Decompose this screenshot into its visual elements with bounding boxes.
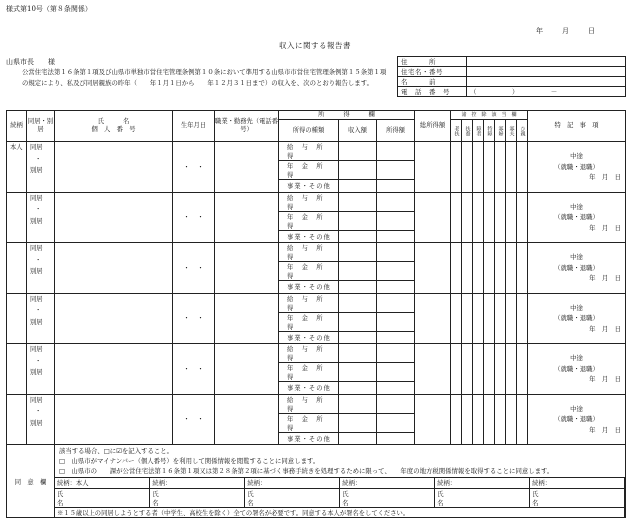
special-cell[interactable]: 中途 （就職・退職） 年 月 日: [528, 192, 626, 243]
income-table: [6, 110, 626, 518]
income-amount-cell[interactable]: [377, 293, 415, 312]
income-amount-cell[interactable]: [377, 413, 415, 432]
deduction-cell[interactable]: [484, 243, 495, 294]
income-type-pension: 年 金 所 得: [279, 363, 339, 382]
col-cohabit: 同居・別居: [27, 111, 55, 142]
relation-cell[interactable]: [7, 192, 27, 243]
deduction-cell[interactable]: [506, 293, 517, 344]
name-label: 名 前: [398, 77, 467, 87]
sign-name[interactable]: 氏 名: [245, 488, 340, 507]
deduction-cell[interactable]: [484, 142, 495, 193]
deduction-cell[interactable]: [451, 243, 462, 294]
job-cell[interactable]: [215, 192, 279, 243]
sign-name[interactable]: 氏 名: [340, 488, 435, 507]
total-cell[interactable]: [415, 344, 451, 395]
deduction-cell[interactable]: [495, 394, 506, 445]
sign-relation[interactable]: 続柄：: [245, 478, 340, 489]
income-amount-cell[interactable]: [377, 344, 415, 363]
job-cell[interactable]: [215, 142, 279, 193]
income-type-pension: 年 金 所 得: [279, 413, 339, 432]
income-amount-cell[interactable]: [377, 161, 415, 180]
deduction-cell[interactable]: [506, 394, 517, 445]
sign-relation[interactable]: 続柄：: [530, 478, 625, 489]
col-special: 特 記 事 項: [528, 111, 626, 142]
total-cell[interactable]: [415, 394, 451, 445]
deduction-cell[interactable]: [451, 394, 462, 445]
deduction-cell[interactable]: [495, 192, 506, 243]
income-amount-cell[interactable]: [377, 312, 415, 331]
table-row: [7, 344, 626, 363]
income-amount-cell[interactable]: [377, 211, 415, 230]
date-day: 日: [588, 27, 596, 35]
sign-relation[interactable]: 続柄：: [435, 478, 530, 489]
deduction-shousha: 障者: [473, 120, 484, 142]
income-amount-cell[interactable]: [377, 230, 415, 243]
deduction-fuyou: 扶養: [462, 120, 473, 142]
income-type-business: 事業・その他: [279, 281, 339, 294]
relation-cell[interactable]: [7, 344, 27, 395]
deduction-cell[interactable]: [517, 394, 528, 445]
deduction-cell[interactable]: [473, 344, 484, 395]
revenue-cell[interactable]: [339, 382, 377, 395]
revenue-cell[interactable]: [339, 161, 377, 180]
total-cell[interactable]: [415, 192, 451, 243]
total-cell[interactable]: [415, 243, 451, 294]
special-cell[interactable]: 中途 （就職・退職） 年 月 日: [528, 293, 626, 344]
birth-cell[interactable]: ・ ・: [173, 394, 215, 445]
deduction-hitorioya: ひ親: [517, 120, 528, 142]
sign-name[interactable]: 氏 名: [530, 488, 625, 507]
income-amount-cell[interactable]: [377, 281, 415, 294]
col-total: 総所得額: [415, 111, 451, 142]
income-type-business: 事業・その他: [279, 382, 339, 395]
sign-relation-self: 続柄：本人: [55, 478, 150, 489]
income-type-salary: 給 与 所 得: [279, 293, 339, 312]
deduction-kafu-m: 寡夫: [506, 120, 517, 142]
job-cell[interactable]: [215, 344, 279, 395]
col-income-type: 所得の種類: [279, 120, 339, 142]
date-month: 月: [562, 27, 570, 35]
birth-cell[interactable]: ・ ・: [173, 192, 215, 243]
deduction-cell[interactable]: [473, 243, 484, 294]
revenue-cell[interactable]: [339, 281, 377, 294]
table-row: [7, 293, 626, 312]
deduction-tokushou: 特障: [484, 120, 495, 142]
applicant-info: [397, 56, 626, 97]
deduction-cell[interactable]: [462, 243, 473, 294]
deduction-cell[interactable]: [451, 142, 462, 193]
deduction-cell[interactable]: [495, 243, 506, 294]
job-cell[interactable]: [215, 293, 279, 344]
deduction-cell[interactable]: [473, 394, 484, 445]
consent-signatures: [55, 477, 625, 517]
phone-label: 電 話 番 号: [398, 87, 467, 97]
deduction-cell[interactable]: [473, 142, 484, 193]
consent-section: [7, 445, 626, 518]
job-cell[interactable]: [215, 243, 279, 294]
name-cell[interactable]: [55, 394, 173, 445]
addressee: 山県市長 様: [6, 58, 55, 66]
deduction-cell[interactable]: [506, 243, 517, 294]
income-type-business: 事業・その他: [279, 180, 339, 193]
sign-name-self[interactable]: 氏 名: [55, 488, 150, 507]
deduction-cell[interactable]: [462, 192, 473, 243]
revenue-cell[interactable]: [339, 312, 377, 331]
deduction-cell[interactable]: [451, 293, 462, 344]
income-type-business: 事業・その他: [279, 230, 339, 243]
deduction-cell[interactable]: [517, 142, 528, 193]
income-type-salary: 給 与 所 得: [279, 243, 339, 262]
deduction-cell[interactable]: [517, 192, 528, 243]
cohabit-cell[interactable]: 同居 ・ 別居: [27, 293, 55, 344]
birth-cell[interactable]: ・ ・: [173, 344, 215, 395]
table-row: [7, 243, 626, 262]
consent-label: 同 意 欄: [7, 445, 55, 518]
deduction-cell[interactable]: [495, 142, 506, 193]
birth-cell[interactable]: ・ ・: [173, 142, 215, 193]
birth-cell[interactable]: ・ ・: [173, 243, 215, 294]
income-amount-cell[interactable]: [377, 394, 415, 413]
income-type-pension: 年 金 所 得: [279, 262, 339, 281]
special-cell[interactable]: 中途 （就職・退職） 年 月 日: [528, 142, 626, 193]
deduction-cell[interactable]: [517, 243, 528, 294]
col-revenue: 収入額: [339, 120, 377, 142]
birth-cell[interactable]: ・ ・: [173, 293, 215, 344]
phone-field[interactable]: （ ） －: [467, 87, 626, 97]
table-row: [7, 394, 626, 413]
total-cell[interactable]: [415, 293, 451, 344]
revenue-cell[interactable]: [339, 344, 377, 363]
col-income-group: 所 得 欄: [279, 111, 415, 120]
revenue-cell[interactable]: [339, 394, 377, 413]
sign-name[interactable]: 氏 名: [150, 488, 245, 507]
income-type-salary: 給 与 所 得: [279, 142, 339, 161]
revenue-cell[interactable]: [339, 262, 377, 281]
deduction-cell[interactable]: [484, 293, 495, 344]
revenue-cell[interactable]: [339, 432, 377, 445]
deduction-kafu: 寡婦: [495, 120, 506, 142]
revenue-cell[interactable]: [339, 331, 377, 344]
col-income-amount: 所得額: [377, 120, 415, 142]
job-cell[interactable]: [215, 394, 279, 445]
income-type-salary: 給 与 所 得: [279, 344, 339, 363]
consent-mynumber[interactable]: □ 山県市がマイナンバー（個人番号）を利用して関係情報を閲覧することに同意します。: [59, 457, 320, 465]
table-row: [7, 192, 626, 211]
relation-cell[interactable]: [7, 293, 27, 344]
name-cell[interactable]: [55, 344, 173, 395]
cohabit-cell[interactable]: 同居 ・ 別居: [27, 394, 55, 445]
col-name: [55, 111, 173, 142]
revenue-cell[interactable]: [339, 293, 377, 312]
revenue-cell[interactable]: [339, 230, 377, 243]
income-amount-cell[interactable]: [377, 331, 415, 344]
cohabit-cell[interactable]: 同居 ・ 別居: [27, 192, 55, 243]
deduction-cell[interactable]: [495, 344, 506, 395]
name-cell[interactable]: [55, 192, 173, 243]
relation-cell[interactable]: 本人: [7, 142, 27, 193]
income-type-pension: 年 金 所 得: [279, 161, 339, 180]
income-amount-cell[interactable]: [377, 192, 415, 211]
income-type-salary: 給 与 所 得: [279, 394, 339, 413]
table-row: [7, 142, 626, 161]
deduction-cell[interactable]: [462, 293, 473, 344]
deduction-cell[interactable]: [451, 192, 462, 243]
consent-taxinfo[interactable]: □ 山県市の 課が公営住宅法第１６条第１項又は第２８条第２項に基づく事務手続きを処理するために限って、 年度の地方税関係情報を取得することに同意します。: [59, 467, 554, 475]
income-amount-cell[interactable]: [377, 432, 415, 445]
address-field[interactable]: [467, 57, 626, 67]
revenue-cell[interactable]: [339, 180, 377, 193]
deduction-cell[interactable]: [517, 293, 528, 344]
col-relation: 続柄: [7, 111, 27, 142]
sign-name[interactable]: 氏 名: [435, 488, 530, 507]
cohabit-cell[interactable]: 同居 ・ 別居: [27, 243, 55, 294]
deduction-cell[interactable]: [484, 394, 495, 445]
col-name-label: 氏 名: [97, 118, 130, 125]
consent-instruction: 該当する場合、□に☑を記入すること。: [59, 447, 174, 455]
deduction-cell[interactable]: [506, 192, 517, 243]
relation-cell[interactable]: [7, 394, 27, 445]
deduction-cell[interactable]: [451, 344, 462, 395]
revenue-cell[interactable]: [339, 192, 377, 211]
special-cell[interactable]: 中途 （就職・退職） 年 月 日: [528, 394, 626, 445]
deduction-cell[interactable]: [495, 293, 506, 344]
income-amount-cell[interactable]: [377, 180, 415, 193]
report-date: [518, 26, 596, 36]
col-job: 職業・勤務先（電話番号）: [215, 111, 279, 142]
income-amount-cell[interactable]: [377, 243, 415, 262]
income-amount-cell[interactable]: [377, 262, 415, 281]
unit-field[interactable]: [467, 67, 626, 77]
total-cell[interactable]: [415, 142, 451, 193]
revenue-cell[interactable]: [339, 211, 377, 230]
name-cell[interactable]: [55, 142, 173, 193]
form-number: 様式第10号（第８条関係）: [6, 5, 92, 13]
col-deductions: 諸 控 除 該 当 欄: [451, 111, 528, 120]
col-mynumber-label: 個 人 番 号: [91, 126, 136, 133]
name-cell[interactable]: [55, 243, 173, 294]
deduction-cell[interactable]: [462, 142, 473, 193]
special-cell[interactable]: 中途 （就職・退職） 年 月 日: [528, 243, 626, 294]
unit-label: 住宅名・番号: [398, 67, 467, 77]
revenue-cell[interactable]: [339, 243, 377, 262]
income-type-business: 事業・その他: [279, 331, 339, 344]
revenue-cell[interactable]: [339, 413, 377, 432]
date-year: 年: [536, 27, 544, 35]
deduction-cell[interactable]: [462, 394, 473, 445]
deduction-cell[interactable]: [517, 344, 528, 395]
income-amount-cell[interactable]: [377, 382, 415, 395]
income-type-salary: 給 与 所 得: [279, 192, 339, 211]
income-amount-cell[interactable]: [377, 142, 415, 161]
intro-text: 公営住宅法第１６条第１項及び山県市単独市営住宅管理条例第１０条において準用する山県市市営住宅管理条例第１５条第１項の規定により、私及び同居親族の昨年（ 年１月１日から 年１２月３１日まで）の収入を、次のとおり報告します。: [22, 68, 387, 87]
deduction-roufu: 老扶: [451, 120, 462, 142]
income-amount-cell[interactable]: [377, 363, 415, 382]
revenue-cell[interactable]: [339, 363, 377, 382]
deduction-cell[interactable]: [484, 344, 495, 395]
deduction-cell[interactable]: [506, 344, 517, 395]
address-label: 住 所: [398, 57, 467, 67]
revenue-cell[interactable]: [339, 142, 377, 161]
deduction-cell[interactable]: [462, 344, 473, 395]
deduction-cell[interactable]: [473, 293, 484, 344]
income-type-pension: 年 金 所 得: [279, 312, 339, 331]
consent-notes: [55, 445, 625, 477]
income-type-business: 事業・その他: [279, 432, 339, 445]
sign-relation[interactable]: 続柄：: [150, 478, 245, 489]
document-title: 収入に関する報告書: [279, 41, 351, 50]
relation-cell[interactable]: [7, 243, 27, 294]
deduction-cell[interactable]: [506, 142, 517, 193]
cohabit-cell[interactable]: 同居 ・ 別居: [27, 142, 55, 193]
name-cell[interactable]: [55, 293, 173, 344]
consent-body: [55, 445, 626, 518]
consent-footnote: ※１５歳以上の同居しようとする者（中学生、高校生を除く）全ての署名が必要です。同意する本人が署名をしてください。: [55, 507, 625, 517]
deduction-cell[interactable]: [473, 192, 484, 243]
name-field[interactable]: [467, 77, 626, 87]
deduction-cell[interactable]: [484, 192, 495, 243]
income-type-pension: 年 金 所 得: [279, 211, 339, 230]
sign-relation[interactable]: 続柄：: [340, 478, 435, 489]
col-birth: 生年月日: [173, 111, 215, 142]
cohabit-cell[interactable]: 同居 ・ 別居: [27, 344, 55, 395]
special-cell[interactable]: 中途 （就職・退職） 年 月 日: [528, 344, 626, 395]
